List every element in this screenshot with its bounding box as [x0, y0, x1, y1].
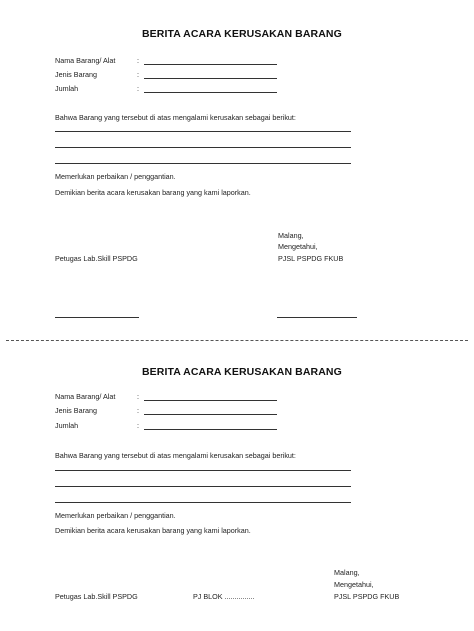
signature-line-left[interactable]	[55, 317, 139, 318]
pj-blok-field[interactable]: PJ BLOK ...............	[193, 592, 255, 601]
field-label-jenis-barang: Jenis Barang	[55, 70, 97, 79]
damage-description-line-2[interactable]	[55, 486, 351, 487]
damage-description-line-3[interactable]	[55, 163, 351, 164]
repair-note: Memerlukan perbaikan / penggantian.	[55, 511, 176, 520]
field-input-line-nama-barang[interactable]	[144, 64, 277, 65]
damage-description-line-1[interactable]	[55, 470, 351, 471]
field-input-line-jenis-barang[interactable]	[144, 78, 277, 79]
damage-statement: Bahwa Barang yang tersebut di atas mengalami kerusakan sebagai berikut:	[55, 113, 296, 122]
field-input-line-jenis-barang[interactable]	[144, 414, 277, 415]
field-colon: :	[137, 421, 139, 430]
field-colon: :	[137, 406, 139, 415]
field-label-nama-barang: Nama Barang/ Alat	[55, 56, 116, 65]
field-colon: :	[137, 56, 139, 65]
signature-city: Malang,	[334, 568, 360, 577]
signature-acknowledged: Mengetahui,	[334, 580, 374, 589]
form-title: BERITA ACARA KERUSAKAN BARANG	[142, 28, 342, 40]
field-colon: :	[137, 70, 139, 79]
damage-description-line-3[interactable]	[55, 502, 351, 503]
cut-line-separator	[6, 340, 468, 341]
field-input-line-nama-barang[interactable]	[144, 400, 277, 401]
damage-description-line-2[interactable]	[55, 147, 351, 148]
closing-statement: Demikian berita acara kerusakan barang yang kami laporkan.	[55, 188, 251, 197]
field-colon: :	[137, 84, 139, 93]
repair-note: Memerlukan perbaikan / penggantian.	[55, 172, 176, 181]
field-label-jumlah: Jumlah	[55, 84, 79, 93]
signature-officer-right: PJSL PSPDG FKUB	[334, 592, 400, 601]
damage-statement: Bahwa Barang yang tersebut di atas mengalami kerusakan sebagai berikut:	[55, 451, 296, 460]
field-input-line-jumlah[interactable]	[144, 92, 277, 93]
field-colon: :	[137, 392, 139, 401]
field-label-jenis-barang: Jenis Barang	[55, 406, 97, 415]
signature-officer-right: PJSL PSPDG FKUB	[278, 254, 344, 263]
field-label-jumlah: Jumlah	[55, 421, 79, 430]
closing-statement: Demikian berita acara kerusakan barang yang kami laporkan.	[55, 526, 251, 535]
field-input-line-jumlah[interactable]	[144, 429, 277, 430]
signature-line-right[interactable]	[277, 317, 357, 318]
signature-city: Malang,	[278, 231, 304, 240]
damage-description-line-1[interactable]	[55, 131, 351, 132]
field-label-nama-barang: Nama Barang/ Alat	[55, 392, 116, 401]
signature-officer-left: Petugas Lab.Skill PSPDG	[55, 254, 138, 263]
signature-acknowledged: Mengetahui,	[278, 242, 318, 251]
form-title: BERITA ACARA KERUSAKAN BARANG	[142, 366, 342, 378]
signature-officer-left: Petugas Lab.Skill PSPDG	[55, 592, 138, 601]
